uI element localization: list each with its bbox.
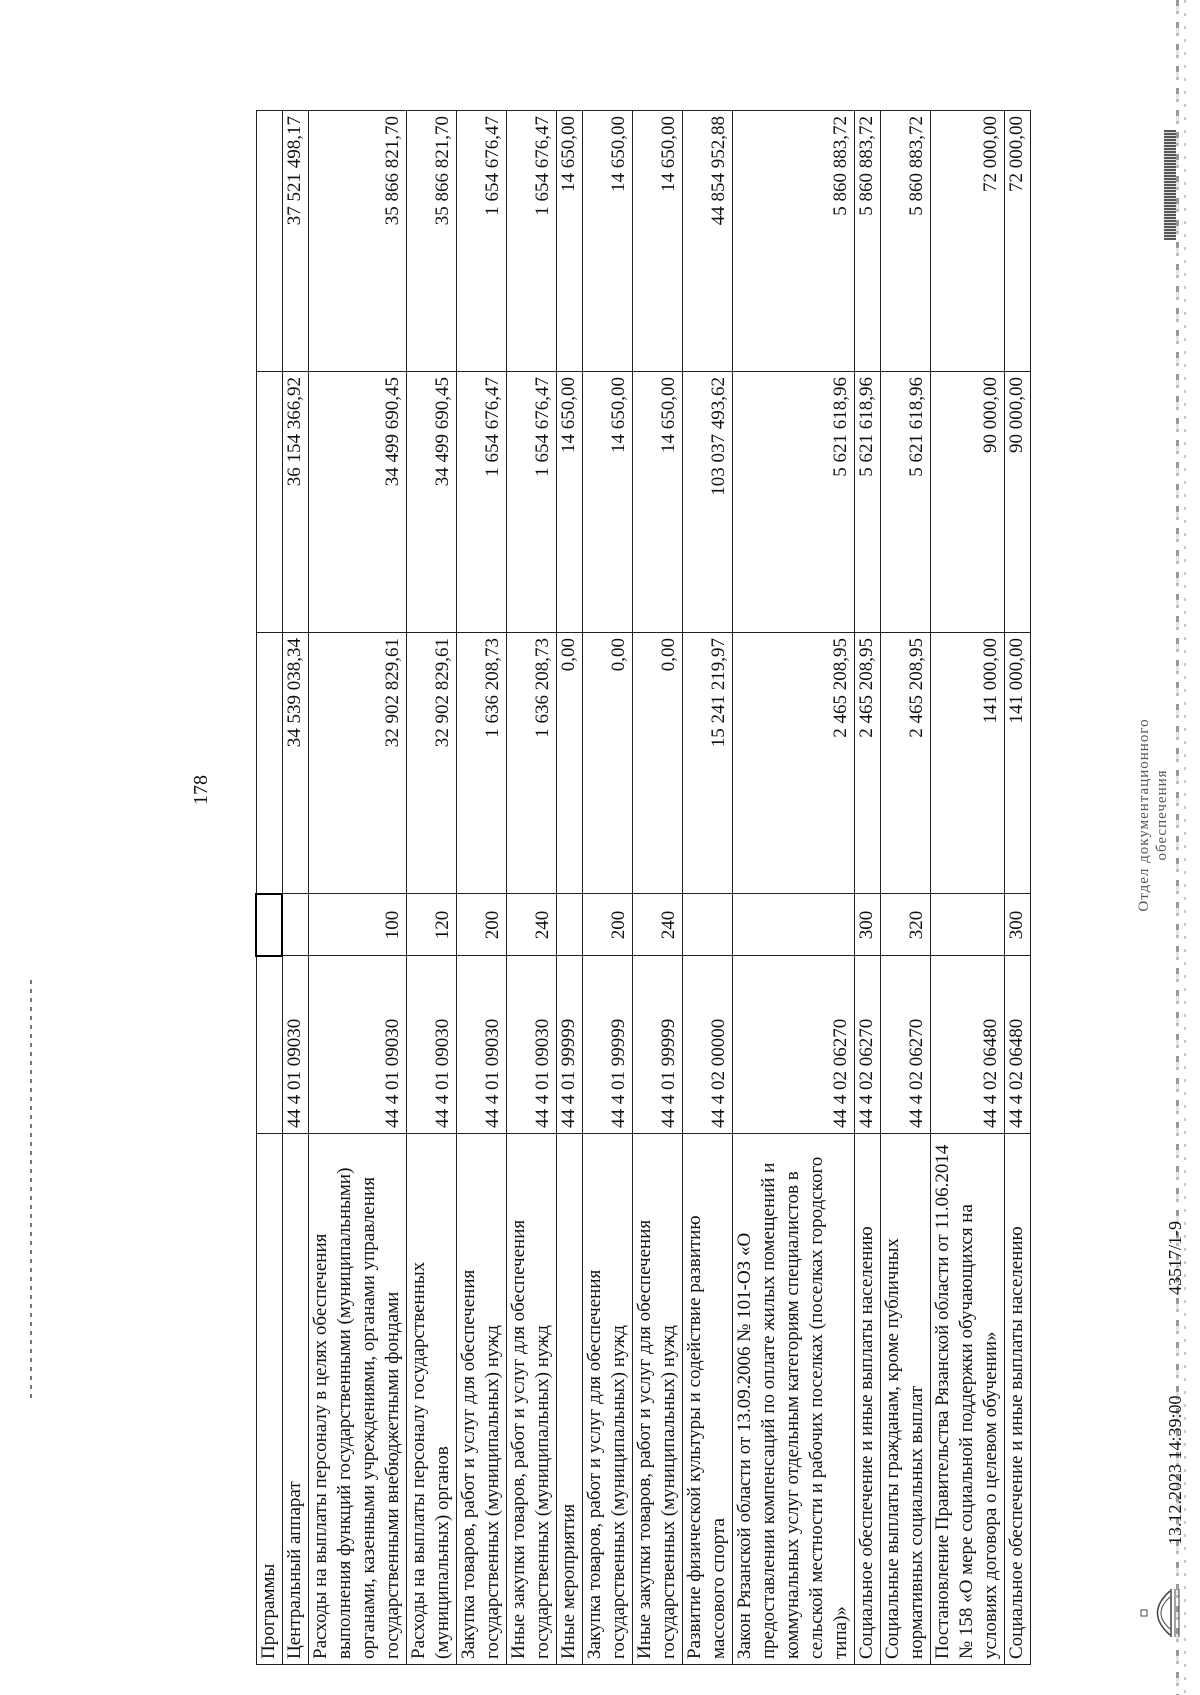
table-row — [406, 111, 456, 1665]
cell-value-2: 14 650,00 — [632, 372, 682, 633]
cell-value-1: 32 902 829,61 — [406, 633, 456, 895]
cell-value-1: 1 636 208,73 — [506, 633, 556, 895]
cell-value-2: 1 654 676,47 — [456, 372, 506, 633]
cell-value-2: 5 621 618,96 — [880, 372, 930, 633]
cell-kind: 240 — [632, 894, 682, 956]
cell-value-3 — [256, 111, 282, 372]
organization-logo-icon — [1140, 1583, 1182, 1643]
cell-name: Закупка товаров, работ и услуг для обеспечения государственных (муниципальных) нужд — [456, 1134, 506, 1665]
cell-value-2: 103 037 493,62 — [682, 372, 732, 633]
cell-value-3: 5 860 883,72 — [854, 111, 880, 372]
cell-name: Программы — [256, 1134, 282, 1665]
cell-value-2: 34 499 690,45 — [406, 372, 456, 633]
cell-kind: 120 — [406, 894, 456, 956]
cell-kind: 200 — [456, 894, 506, 956]
cell-value-3: 72 000,00 — [1004, 111, 1030, 372]
table-row — [682, 111, 732, 1665]
table-row — [556, 111, 582, 1665]
cell-kind: 200 — [582, 894, 632, 956]
cell-code: 44 4 02 00000 — [682, 956, 732, 1134]
table-row — [880, 111, 930, 1665]
cell-kind: 320 — [880, 894, 930, 956]
cell-value-3: 1 654 676,47 — [506, 111, 556, 372]
cell-value-1: 0,00 — [632, 633, 682, 895]
table-row — [456, 111, 506, 1665]
cell-value-1: 1 636 208,73 — [456, 633, 506, 895]
cell-kind: 100 — [308, 894, 406, 956]
cell-kind: 300 — [1004, 894, 1030, 956]
cell-value-3: 1 654 676,47 — [456, 111, 506, 372]
table-row — [308, 111, 406, 1665]
cell-value-2: 14 650,00 — [556, 372, 582, 633]
stamp-line-2: обеспечения — [1154, 769, 1170, 861]
cell-value-1: 2 465 208,95 — [880, 633, 930, 895]
cell-name: Иные закупки товаров, работ и услуг для обеспечения государственных (муниципальных) нужд — [632, 1134, 682, 1665]
cell-name: Закупка товаров, работ и услуг для обеспечения государственных (муниципальных) нужд — [582, 1134, 632, 1665]
cell-value-2: 5 621 618,96 — [854, 372, 880, 633]
department-stamp — [1135, 665, 1171, 965]
cell-value-1: 0,00 — [556, 633, 582, 895]
cell-name: Развитие физической культуры и содействие развитию массового спорта — [682, 1134, 732, 1665]
cell-code: 44 4 01 09030 — [282, 956, 308, 1134]
cell-kind — [732, 894, 854, 956]
cell-value-3: 14 650,00 — [556, 111, 582, 372]
cell-code: 44 4 02 06270 — [880, 956, 930, 1134]
cell-value-3: 44 854 952,88 — [682, 111, 732, 372]
cell-code: 44 4 01 09030 — [456, 956, 506, 1134]
cell-value-2: 1 654 676,47 — [506, 372, 556, 633]
cell-name: Иные мероприятия — [556, 1134, 582, 1665]
cell-code: 44 4 01 99999 — [582, 956, 632, 1134]
stamp-line-1: Отдел документационного — [1136, 718, 1152, 912]
scan-artifact-strip — [30, 980, 32, 1400]
cell-value-3: 37 521 498,17 — [282, 111, 308, 372]
table-row — [632, 111, 682, 1665]
table-row — [854, 111, 880, 1665]
cell-value-2: 34 499 690,45 — [308, 372, 406, 633]
cell-value-3: 14 650,00 — [632, 111, 682, 372]
cell-kind: 240 — [506, 894, 556, 956]
cell-value-3: 5 860 883,72 — [880, 111, 930, 372]
cell-name: Постановление Правительства Рязанской области от 11.06.2014 № 158 «О мере социальной поддержки обучающихся на условиях договора о целевом обучении» — [930, 1134, 1004, 1665]
cell-value-2: 5 621 618,96 — [732, 372, 854, 633]
cell-value-3: 72 000,00 — [930, 111, 1004, 372]
cell-kind — [556, 894, 582, 956]
cell-name: Социальное обеспечение и иные выплаты населению — [854, 1134, 880, 1665]
cell-value-1: 2 465 208,95 — [854, 633, 880, 895]
rotated-page — [125, 40, 1200, 1665]
budget-table — [255, 110, 1031, 1665]
cell-name: Расходы на выплаты персоналу в целях обеспечения выполнения функций государственными (муниципальными) органами, казенными учреждениями, органами управления государственными внебюджетными фондами — [308, 1134, 406, 1665]
cell-code: 44 4 02 06270 — [732, 956, 854, 1134]
table-row — [1004, 111, 1030, 1665]
cell-kind — [282, 894, 308, 956]
footer-doc-code: 43517/1-9 — [1165, 1221, 1185, 1295]
cell-kind: 300 — [854, 894, 880, 956]
cell-value-1 — [256, 633, 282, 895]
cell-kind — [682, 894, 732, 956]
cell-value-1: 0,00 — [582, 633, 632, 895]
cell-value-1: 15 241 219,97 — [682, 633, 732, 895]
cell-name: Центральный аппарат — [282, 1134, 308, 1665]
cell-code: 44 4 02 06480 — [1004, 956, 1030, 1134]
cell-value-2: 90 000,00 — [930, 372, 1004, 633]
cell-code: 44 4 01 09030 — [406, 956, 456, 1134]
cell-value-3: 5 860 883,72 — [732, 111, 854, 372]
table-header-row — [256, 111, 282, 1665]
cell-value-1: 32 902 829,61 — [308, 633, 406, 895]
cell-name: Закон Рязанской области от 13.09.2006 № 101-ОЗ «О предоставлении компенсаций по оплате жилых помещений и коммунальных услуг отдельным категориям специалистов в сельской местности и рабочих поселках (поселках городского типа)» — [732, 1134, 854, 1665]
cell-value-2 — [256, 372, 282, 633]
cell-code — [256, 956, 282, 1134]
cell-value-1: 141 000,00 — [1004, 633, 1030, 895]
cell-name: Расходы на выплаты персоналу государственных (муниципальных) органов — [406, 1134, 456, 1665]
cell-code: 44 4 02 06270 — [854, 956, 880, 1134]
cell-name: Иные закупки товаров, работ и услуг для обеспечения государственных (муниципальных) нужд — [506, 1134, 556, 1665]
cell-code: 44 4 02 06480 — [930, 956, 1004, 1134]
cell-value-3: 35 866 821,70 — [308, 111, 406, 372]
footer-date: 13.12.2023 14:39:00 — [1165, 1395, 1185, 1545]
table-row — [732, 111, 854, 1665]
cell-code: 44 4 01 09030 — [308, 956, 406, 1134]
cell-name: Социальное обеспечение и иные выплаты населению — [1004, 1134, 1030, 1665]
cell-value-1: 34 539 038,34 — [282, 633, 308, 895]
cell-value-3: 35 866 821,70 — [406, 111, 456, 372]
cell-value-2: 90 000,00 — [1004, 372, 1030, 633]
cell-value-1: 141 000,00 — [930, 633, 1004, 895]
page-number: 178 — [190, 775, 212, 805]
cell-value-3: 14 650,00 — [582, 111, 632, 372]
table-row — [506, 111, 556, 1665]
table-row — [282, 111, 308, 1665]
cell-kind — [256, 894, 282, 956]
table-row — [930, 111, 1004, 1665]
cell-code: 44 4 01 09030 — [506, 956, 556, 1134]
table-row — [582, 111, 632, 1665]
cell-kind — [930, 894, 1004, 956]
cell-value-2: 14 650,00 — [582, 372, 632, 633]
cell-code: 44 4 01 99999 — [632, 956, 682, 1134]
cell-value-2: 36 154 366,92 — [282, 372, 308, 633]
cell-code: 44 4 01 99999 — [556, 956, 582, 1134]
cell-value-1: 2 465 208,95 — [732, 633, 854, 895]
cell-name: Социальные выплаты гражданам, кроме публичных нормативных социальных выплат — [880, 1134, 930, 1665]
